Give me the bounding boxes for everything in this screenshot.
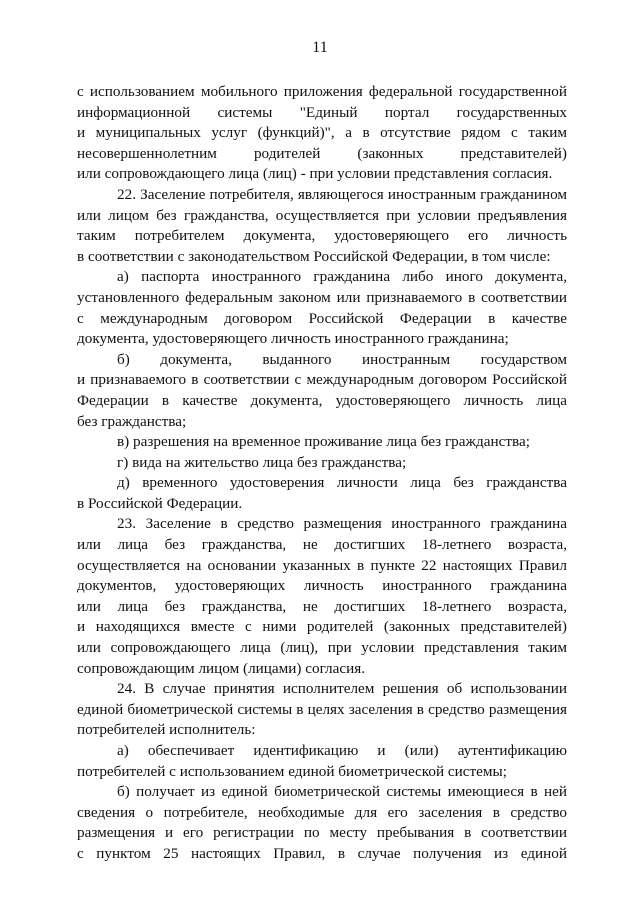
text-line: а) обеспечивает идентификацию и (или) аутентификацию [117, 742, 567, 759]
text-line: потребителей исполнитель: [77, 721, 256, 739]
document-body [77, 82, 567, 865]
paragraph [77, 473, 567, 514]
paragraph [77, 432, 567, 453]
text-line: а) паспорта иностранного гражданина либо иного документа, [117, 268, 567, 286]
text-line: таким потребителем документа, удостоверяющего его личность [77, 227, 567, 245]
text-line: информационной системы "Единый портал государственных [77, 103, 567, 121]
text-line: размещения и его регистрации по месту пребывания в соответствии [77, 824, 567, 842]
text-line: сопровождающим лицом (лицами) согласия. [77, 659, 366, 677]
text-line: в Российской Федерации. [77, 494, 243, 512]
text-line: в соответствии с законодательством Российской Федерации, в том числе: [77, 247, 551, 265]
text-line: установленного федеральным законом или признаваемого в соответствии [77, 288, 567, 306]
text-line: единой биометрической системы в целях заселения в средство размещения [77, 700, 567, 718]
text-line: с международным договором Российской Федерации в качестве [77, 309, 567, 327]
text-line: 24. В случае принятия исполнителем решения об использовании [117, 680, 567, 698]
text-line: или сопровождающего лица (лиц), при условии представления таким [77, 639, 567, 657]
text-line: или лица без гражданства, не достигших 18-летнего возраста, [77, 536, 567, 554]
text-line: осуществляется на основании указанных в пункте 22 настоящих Правил [77, 556, 567, 574]
text-line: с пунктом 25 настоящих Правил, в случае получения из единой [77, 844, 567, 862]
paragraph [77, 679, 567, 741]
paragraph [77, 185, 567, 267]
paragraph [77, 514, 567, 679]
text-line: 22. Заселение потребителя, являющегося иностранным гражданином [117, 185, 567, 203]
paragraph [77, 82, 567, 185]
text-line: документа, удостоверяющего личность иностранного гражданина; [77, 330, 509, 348]
text-line: и муниципальных услуг (функций)", а в отсутствие рядом с таким [77, 124, 567, 142]
text-line: или сопровождающего лица (лиц) - при условии представления согласия. [77, 165, 553, 183]
text-line: несовершеннолетним родителей (законных представителей) [77, 144, 567, 162]
text-line: документов, удостоверяющих личность иностранного гражданина [77, 577, 567, 595]
text-line: б) получает из единой биометрической системы имеющиеся в ней [117, 783, 567, 801]
text-line: и признаваемого в соответствии с международным договором Российской [77, 371, 567, 389]
text-line: д) временного удостоверения личности лица без гражданства [117, 474, 567, 492]
text-line: сведения о потребителе, необходимые для его заселения в средство [77, 803, 567, 821]
text-line: Федерации в качестве документа, удостоверяющего личность лица [77, 391, 567, 409]
text-line: без гражданства; [77, 412, 187, 430]
text-line: или лица без гражданства, не достигших 18-летнего возраста, [77, 597, 567, 615]
text-line: и находящихся вместе с ними родителей (законных представителей) [77, 618, 567, 636]
text-line: с использованием мобильного приложения федеральной государственной [77, 83, 567, 100]
text-line: г) вида на жительство лица без гражданства; [117, 453, 407, 471]
page-number: 11 [312, 39, 328, 56]
paragraph [77, 453, 567, 474]
paragraph [77, 741, 567, 782]
paragraph [77, 782, 567, 864]
text-line: в) разрешения на временное проживание лица без гражданства; [117, 433, 530, 451]
paragraph [77, 267, 567, 349]
text-line: потребителей с использованием единой биометрической системы; [77, 762, 507, 780]
text-line: или лицом без гражданства, осуществляется при условии предъявления [77, 206, 567, 224]
text-line: б) документа, выданного иностранным государством [117, 350, 567, 368]
paragraph [77, 350, 567, 432]
text-line: 23. Заселение в средство размещения иностранного гражданина [117, 515, 567, 533]
